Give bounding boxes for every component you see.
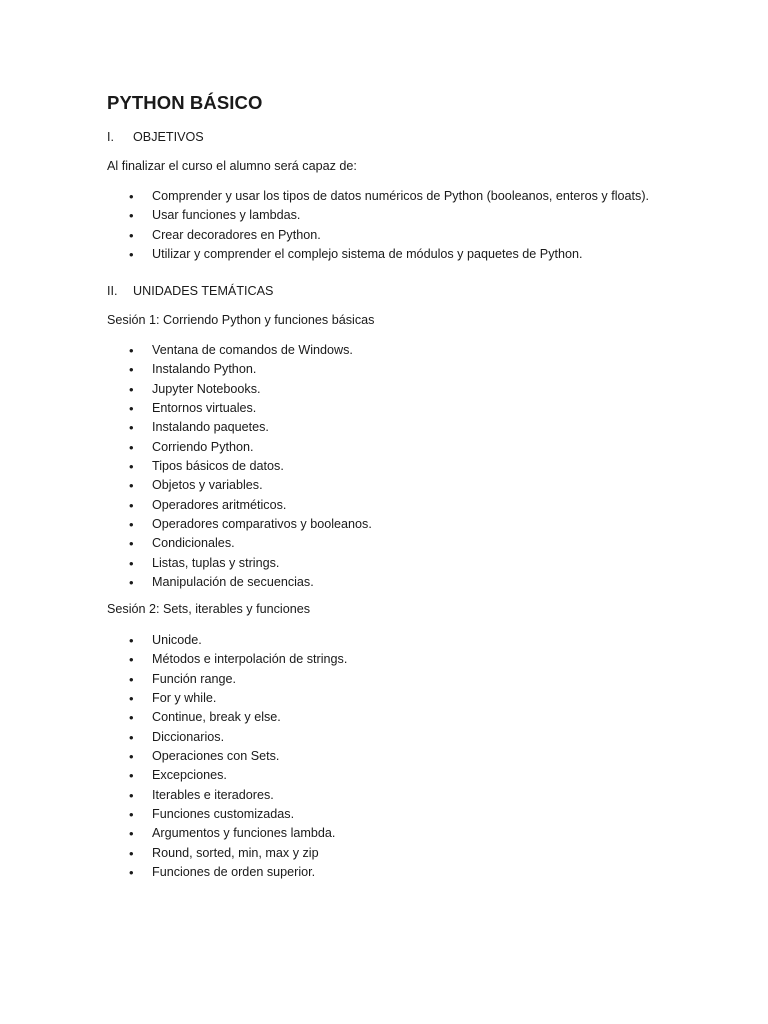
list-item-text: Round, sorted, min, max y zip xyxy=(152,845,319,860)
bullet-icon: • xyxy=(129,189,134,204)
bullet-icon: • xyxy=(129,362,134,378)
list-item-text: For y while. xyxy=(152,691,217,706)
bullet-icon: • xyxy=(129,536,134,552)
session-2-title: Sesión 2: Sets, iterables y funciones xyxy=(107,602,311,616)
list-item-text: Ventana de comandos de Windows. xyxy=(152,343,353,357)
list-item-text: Unicode. xyxy=(152,633,202,647)
list-item-text: Jupyter Notebooks. xyxy=(152,381,261,396)
list-item-text: Diccionarios. xyxy=(152,729,225,744)
bullet-icon: • xyxy=(129,343,134,358)
list-item-text: Objetos y variables. xyxy=(152,478,263,493)
list-item-text: Operadores aritméticos. xyxy=(152,497,287,512)
list-item-text: Continue, break y else. xyxy=(152,710,281,725)
bullet-icon: • xyxy=(129,517,134,533)
list-item-text: Entornos virtuales. xyxy=(152,401,257,416)
bullet-icon: • xyxy=(129,555,134,571)
bullet-icon: • xyxy=(129,420,134,436)
bullet-icon: • xyxy=(129,459,134,475)
section-heading-label: UNIDADES TEMÁTICAS xyxy=(133,284,274,298)
bullet-icon: • xyxy=(129,652,134,668)
list-item-text: Utilizar y comprender el complejo sistema de módulos y paquetes de Python. xyxy=(152,247,583,262)
section-heading-objetivos xyxy=(107,130,204,144)
list-item-text: Excepciones. xyxy=(152,768,227,783)
list-item-text: Crear decoradores en Python. xyxy=(152,227,321,242)
list-item-text: Instalando paquetes. xyxy=(152,420,269,435)
bullet-icon: • xyxy=(129,633,134,648)
session-1-title: Sesión 1: Corriendo Python y funciones básicas xyxy=(107,313,375,327)
bullet-icon: • xyxy=(129,575,134,591)
bullet-icon: • xyxy=(129,749,134,765)
section-number: I. xyxy=(107,130,114,144)
bullet-icon: • xyxy=(129,227,134,243)
bullet-icon: • xyxy=(129,710,134,726)
bullet-icon: • xyxy=(129,401,134,417)
bullet-icon: • xyxy=(129,247,134,263)
list-item-text: Argumentos y funciones lambda. xyxy=(152,826,336,841)
list-item-text: Operadores comparativos y booleanos. xyxy=(152,517,372,532)
bullet-icon: • xyxy=(129,826,134,842)
bullet-icon: • xyxy=(129,865,134,881)
document-title: PYTHON BÁSICO xyxy=(107,92,263,113)
bullet-icon: • xyxy=(129,381,134,397)
list-item-text: Iterables e iteradores. xyxy=(152,787,274,802)
list-item-text: Comprender y usar los tipos de datos numéricos de Python (booleanos, enteros y floats). xyxy=(152,189,650,203)
list-item-text: Usar funciones y lambdas. xyxy=(152,208,301,223)
list-item-text: Función range. xyxy=(152,671,237,686)
section-heading-unidades xyxy=(107,284,273,298)
section-number: II. xyxy=(107,284,118,298)
objectives-intro: Al finalizar el curso el alumno será capaz de: xyxy=(107,159,357,173)
list-item-text: Listas, tuplas y strings. xyxy=(152,555,280,570)
bullet-icon: • xyxy=(129,729,134,745)
bullet-icon: • xyxy=(129,691,134,707)
list-item-text: Operaciones con Sets. xyxy=(152,749,280,764)
bullet-icon: • xyxy=(129,497,134,513)
section-heading-label: OBJETIVOS xyxy=(133,130,204,144)
bullet-icon: • xyxy=(129,787,134,803)
list-item-text: Funciones de orden superior. xyxy=(152,865,316,880)
bullet-icon: • xyxy=(129,768,134,784)
list-item-text: Corriendo Python. xyxy=(152,439,254,454)
bullet-icon: • xyxy=(129,439,134,455)
bullet-icon: • xyxy=(129,671,134,687)
list-item-text: Funciones customizadas. xyxy=(152,807,295,822)
list-item-text: Métodos e interpolación de strings. xyxy=(152,652,348,667)
list-item-text: Condicionales. xyxy=(152,536,235,551)
bullet-icon: • xyxy=(129,845,134,861)
list-item-text: Manipulación de secuencias. xyxy=(152,575,314,590)
list-item-text: Instalando Python. xyxy=(152,362,257,377)
bullet-icon: • xyxy=(129,807,134,823)
bullet-icon: • xyxy=(129,208,134,224)
bullet-icon: • xyxy=(129,478,134,494)
list-item-text: Tipos básicos de datos. xyxy=(152,459,284,474)
